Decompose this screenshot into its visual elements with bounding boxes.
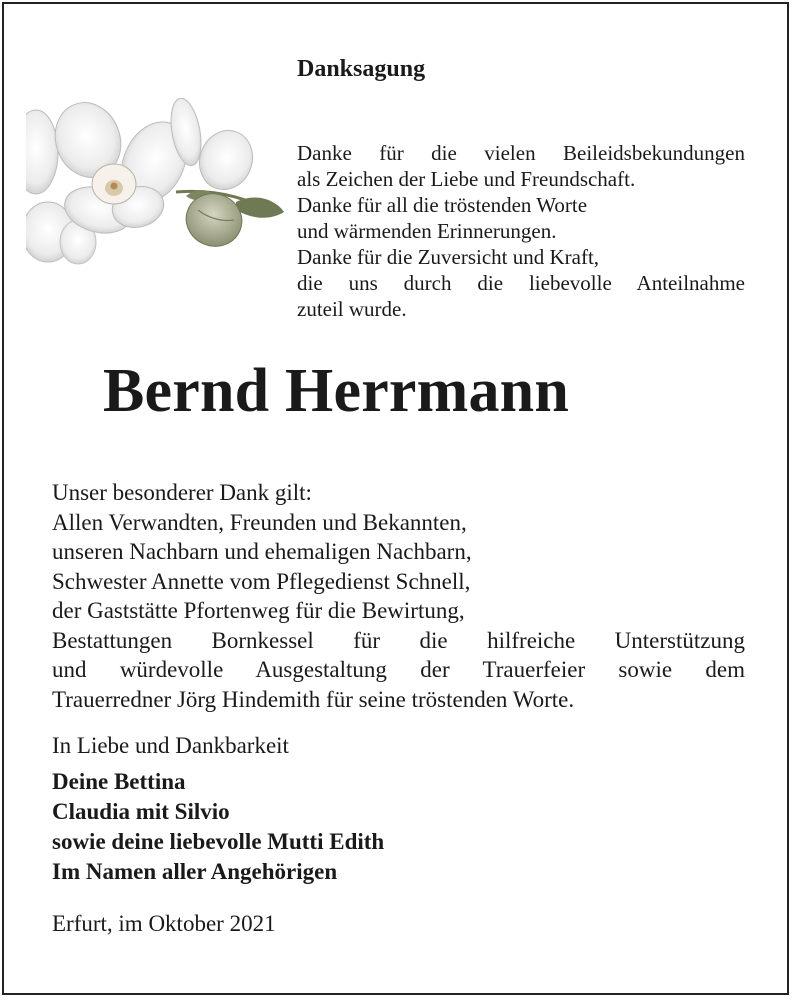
thanks-line: Trauerredner Jörg Hindemith für seine tröstenden Worte.	[52, 686, 575, 712]
thanks-text	[52, 478, 745, 714]
orchid-image	[26, 92, 288, 272]
thanks-line: der Gaststätte Pfortenweg für die Bewirtung,	[52, 598, 465, 623]
place-date: Erfurt, im Oktober 2021	[52, 911, 276, 936]
thanks-line: Allen Verwandten, Freunden und Bekannten,	[52, 509, 467, 535]
signers-block	[52, 767, 384, 887]
intro-line: und wärmenden Erinnerungen.	[297, 219, 557, 243]
deceased-name: Bernd Herrmann	[103, 357, 570, 425]
intro-line: als Zeichen der Liebe und Freundschaft.	[297, 167, 636, 191]
closing-line: In Liebe und Dankbarkeit	[52, 733, 289, 758]
intro-line: die uns durch die liebevolle Anteilnahme	[297, 271, 745, 295]
intro-line: Danke für all die tröstenden Worte	[297, 193, 588, 217]
thanks-line: Bestattungen Bornkessel für die hilfreiche Unterstützung	[52, 627, 745, 653]
signer-line: Im Namen aller Angehörigen	[52, 859, 338, 884]
thanks-line: und würdevolle Ausgestaltung der Trauerfeier sowie dem	[52, 657, 745, 682]
signer-line: sowie deine liebevolle Mutti Edith	[52, 829, 385, 854]
intro-text	[297, 140, 745, 322]
thanks-line: Unser besonderer Dank gilt:	[52, 480, 312, 505]
thanks-line: Schwester Annette vom Pflegedienst Schnell,	[52, 568, 471, 594]
signer-line: Deine Bettina	[52, 769, 186, 794]
intro-line: zuteil wurde.	[297, 297, 407, 321]
thanks-line: unseren Nachbarn und ehemaligen Nachbarn,	[52, 539, 472, 564]
intro-line: Danke für die vielen Beileidsbekundungen	[297, 141, 745, 165]
signer-line: Claudia mit Silvio	[52, 799, 230, 824]
notice-heading: Danksagung	[297, 56, 426, 82]
intro-line: Danke für die Zuversicht und Kraft,	[297, 245, 600, 269]
